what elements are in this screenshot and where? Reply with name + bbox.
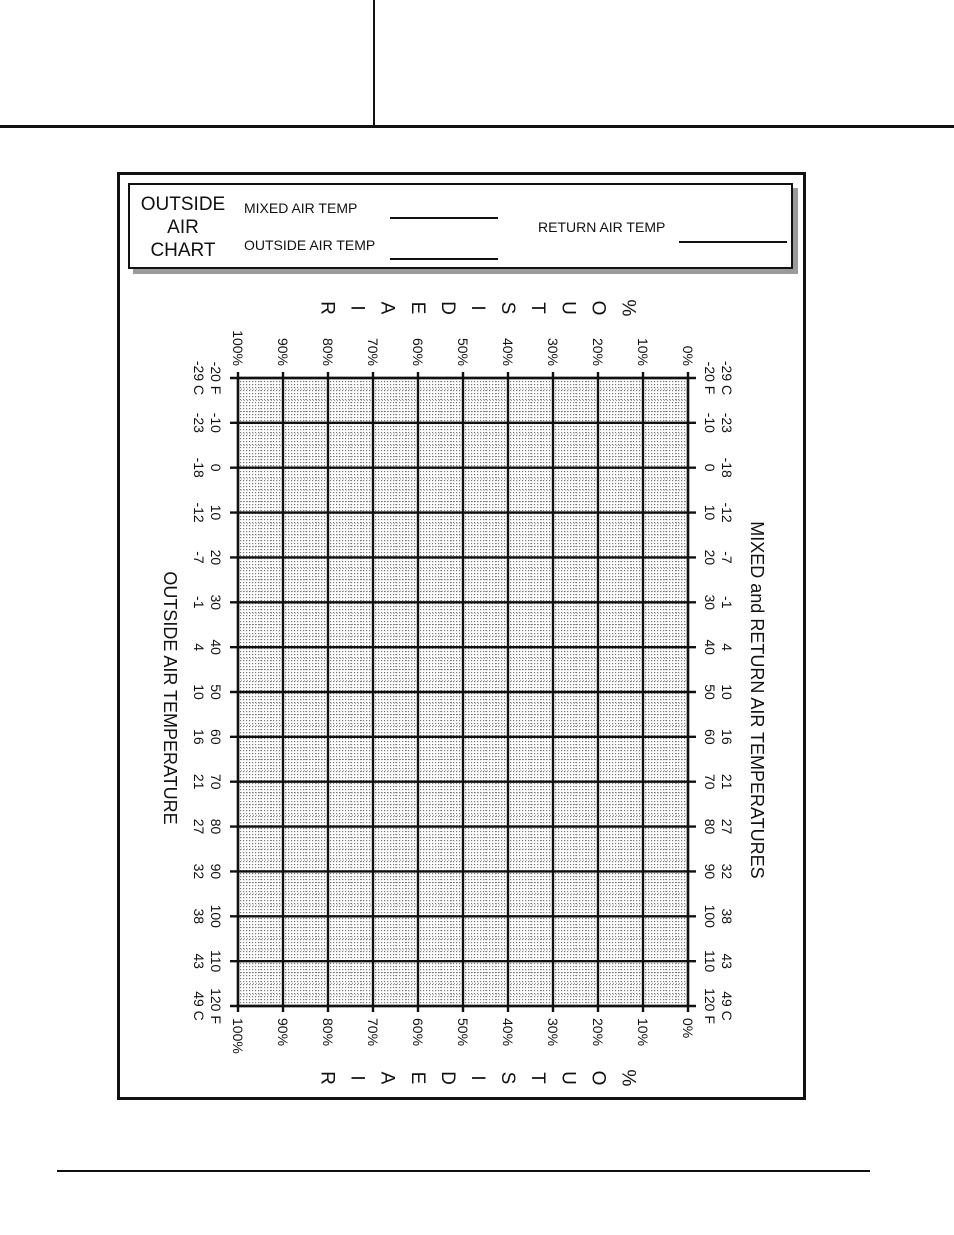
celsius-tick-right: -1 bbox=[719, 596, 735, 609]
percent-tick-bottom: 100% bbox=[230, 1018, 246, 1054]
fahrenheit-tick-left: 30 bbox=[208, 594, 224, 611]
top-axis-title-letter: E bbox=[406, 301, 428, 315]
celsius-tick-left: -29 C bbox=[191, 360, 207, 396]
celsius-tick-left: -18 bbox=[191, 457, 207, 478]
percent-tick-top: 90% bbox=[275, 337, 291, 366]
left-axis-title: OUTSIDE AIR TEMPERATURE bbox=[160, 571, 180, 825]
top-axis-title-letter: % bbox=[617, 299, 639, 317]
fahrenheit-tick-right: 10 bbox=[702, 504, 718, 521]
percent-tick-bottom: 90% bbox=[275, 1018, 291, 1047]
celsius-tick-right: 43 bbox=[719, 953, 735, 969]
fahrenheit-tick-left: 0 bbox=[208, 463, 224, 472]
celsius-tick-left: 16 bbox=[191, 729, 207, 745]
fahrenheit-tick-right: 30 bbox=[702, 594, 718, 611]
fahrenheit-tick-left: 70 bbox=[208, 773, 224, 790]
bottom-axis-title-letter: R bbox=[316, 1071, 338, 1085]
fahrenheit-tick-right: 90 bbox=[702, 863, 718, 880]
fahrenheit-tick-right: 20 bbox=[702, 549, 718, 566]
percent-tick-top: 40% bbox=[500, 337, 516, 366]
chart-title-line-3: CHART bbox=[150, 240, 216, 261]
fahrenheit-tick-left: 10 bbox=[208, 504, 224, 521]
celsius-tick-left: -1 bbox=[191, 596, 207, 609]
celsius-tick-left: 27 bbox=[191, 818, 207, 835]
fahrenheit-tick-left: 120 F bbox=[208, 988, 224, 1024]
percent-tick-top: 30% bbox=[545, 337, 561, 366]
celsius-tick-right: 49 C bbox=[719, 991, 735, 1021]
celsius-tick-left: -7 bbox=[191, 551, 207, 564]
percent-tick-top: 50% bbox=[455, 337, 471, 366]
fahrenheit-tick-right: 40 bbox=[702, 639, 718, 655]
top-axis-title-letter: U bbox=[557, 301, 579, 315]
fahrenheit-tick-right: 60 bbox=[702, 729, 718, 745]
percent-tick-bottom: 40% bbox=[500, 1018, 516, 1047]
fahrenheit-tick-right: 120 F bbox=[702, 988, 718, 1024]
bottom-axis-title-letter: I bbox=[467, 1075, 488, 1081]
fahrenheit-tick-left: 100 bbox=[208, 904, 224, 928]
celsius-tick-right: 21 bbox=[719, 773, 735, 790]
fahrenheit-tick-left: -10 bbox=[208, 412, 224, 433]
mixed-air-temp-label: MIXED AIR TEMP bbox=[244, 200, 358, 216]
percent-tick-bottom: 50% bbox=[455, 1018, 471, 1047]
celsius-tick-right: 10 bbox=[719, 684, 735, 700]
celsius-tick-left: -23 bbox=[191, 412, 207, 433]
bottom-axis-title-letter: S bbox=[497, 1071, 519, 1085]
celsius-tick-right: -23 bbox=[719, 412, 735, 433]
fahrenheit-tick-left: 50 bbox=[208, 684, 224, 700]
bottom-axis-title-letter: E bbox=[406, 1071, 428, 1085]
top-axis-title-letter: R bbox=[316, 301, 338, 315]
outside-air-temp-label: OUTSIDE AIR TEMP bbox=[244, 237, 376, 253]
celsius-tick-left: 43 bbox=[191, 953, 207, 969]
percent-tick-top: 60% bbox=[410, 337, 426, 366]
fahrenheit-tick-right: 0 bbox=[702, 463, 718, 472]
celsius-tick-left: 10 bbox=[191, 684, 207, 700]
percent-tick-bottom: 10% bbox=[635, 1018, 651, 1047]
fahrenheit-tick-left: 90 bbox=[208, 863, 224, 880]
fahrenheit-tick-right: 100 bbox=[702, 904, 718, 928]
percent-tick-bottom: 60% bbox=[410, 1018, 426, 1047]
top-axis-title-letter: S bbox=[497, 301, 519, 315]
bottom-axis-title-letter: T bbox=[527, 1072, 549, 1084]
bottom-axis-title-letter: A bbox=[376, 1071, 398, 1085]
bottom-axis-title-letter: I bbox=[346, 1075, 368, 1081]
celsius-tick-right: 16 bbox=[719, 729, 735, 745]
top-axis-title-letter: I bbox=[467, 305, 488, 311]
celsius-tick-right: -12 bbox=[719, 502, 735, 523]
fahrenheit-tick-right: 80 bbox=[702, 818, 718, 835]
celsius-tick-right: 32 bbox=[719, 863, 735, 880]
fahrenheit-tick-left: 20 bbox=[208, 549, 224, 566]
celsius-tick-left: -12 bbox=[191, 502, 207, 523]
bottom-axis-title-letter: U bbox=[557, 1071, 579, 1085]
fahrenheit-tick-right: 70 bbox=[702, 773, 718, 790]
fahrenheit-tick-right: -10 bbox=[702, 412, 718, 433]
fahrenheit-tick-left: 110 bbox=[208, 949, 224, 973]
celsius-tick-right: -18 bbox=[719, 457, 735, 478]
percent-tick-bottom: 70% bbox=[365, 1018, 381, 1047]
celsius-tick-left: 32 bbox=[191, 863, 207, 880]
bottom-axis-title-letter: % bbox=[617, 1069, 639, 1087]
percent-tick-top: 20% bbox=[590, 337, 606, 366]
celsius-tick-left: 49 C bbox=[191, 991, 207, 1021]
percent-tick-bottom: 80% bbox=[320, 1018, 336, 1047]
percent-tick-bottom: 20% bbox=[590, 1018, 606, 1047]
celsius-tick-left: 4 bbox=[191, 643, 207, 652]
percent-tick-bottom: 30% bbox=[545, 1018, 561, 1047]
top-axis-title-letter: O bbox=[587, 300, 609, 316]
bottom-axis-title-letter: O bbox=[587, 1070, 609, 1086]
fahrenheit-tick-right: -20 F bbox=[702, 361, 718, 395]
top-axis-title-letter: I bbox=[346, 305, 368, 311]
fahrenheit-tick-left: -20 F bbox=[208, 361, 224, 395]
percent-tick-bottom: 0% bbox=[680, 1018, 696, 1039]
percent-tick-top: 10% bbox=[635, 337, 651, 366]
percent-tick-top: 80% bbox=[320, 337, 336, 366]
return-air-temp-label: RETURN AIR TEMP bbox=[538, 219, 666, 235]
celsius-tick-right: -7 bbox=[719, 551, 735, 564]
chart-title-line-2: AIR bbox=[167, 217, 199, 238]
fahrenheit-tick-left: 80 bbox=[208, 818, 224, 835]
percent-tick-top: 0% bbox=[680, 345, 696, 366]
percent-tick-top: 70% bbox=[365, 337, 381, 366]
celsius-tick-right: 27 bbox=[719, 818, 735, 835]
celsius-tick-left: 21 bbox=[191, 773, 207, 790]
celsius-tick-right: 38 bbox=[719, 908, 735, 925]
chart-title-line-1: OUTSIDE bbox=[140, 194, 226, 215]
chart-grid bbox=[230, 372, 696, 1012]
bottom-axis-title-letter: D bbox=[436, 1071, 458, 1085]
fahrenheit-tick-left: 60 bbox=[208, 729, 224, 745]
top-axis-title-letter: D bbox=[436, 301, 458, 315]
right-axis-title: MIXED and RETURN AIR TEMPERATURES bbox=[747, 521, 767, 879]
celsius-tick-right: 4 bbox=[719, 643, 735, 652]
celsius-tick-right: -29 C bbox=[719, 360, 735, 396]
percent-tick-top: 100% bbox=[230, 330, 246, 366]
celsius-tick-left: 38 bbox=[191, 908, 207, 925]
top-axis-title-letter: T bbox=[527, 302, 549, 314]
fahrenheit-tick-right: 110 bbox=[702, 949, 718, 973]
fahrenheit-tick-left: 40 bbox=[208, 639, 224, 655]
fahrenheit-tick-right: 50 bbox=[702, 684, 718, 700]
top-axis-title-letter: A bbox=[376, 301, 398, 315]
